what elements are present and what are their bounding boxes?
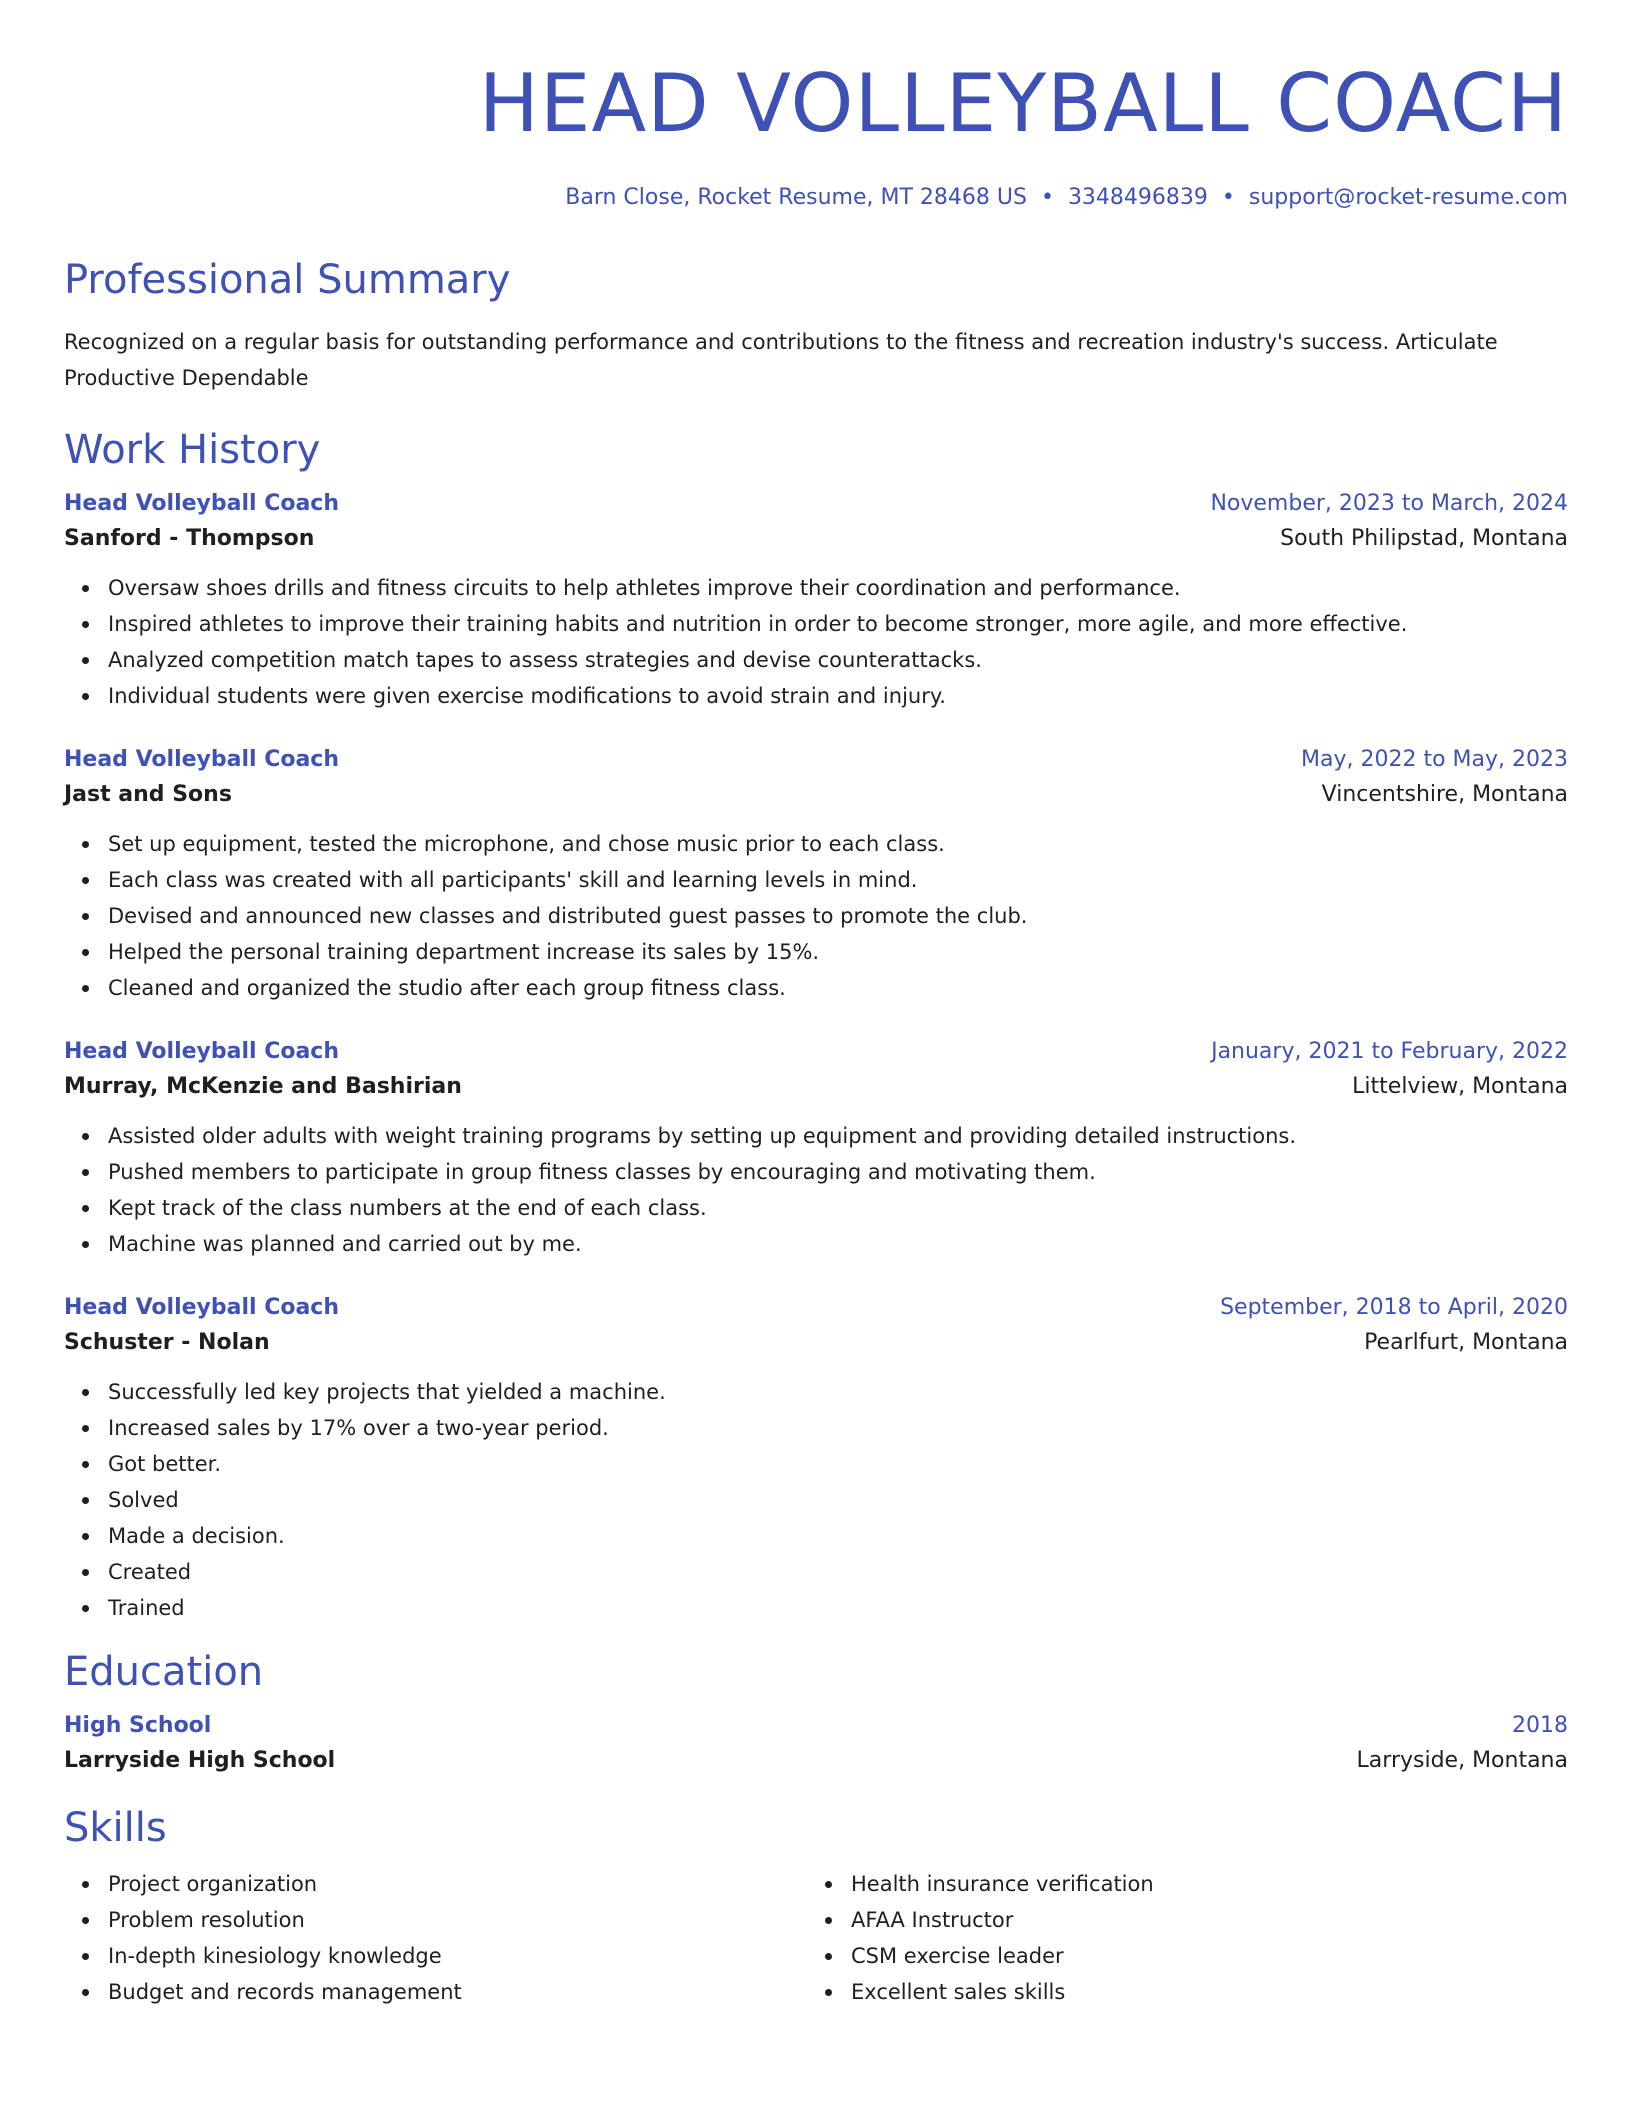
skill-item: Project organization — [108, 1866, 807, 1902]
list-item: Kept track of the class numbers at the end of each class. — [108, 1190, 1568, 1226]
job-bullets — [64, 1118, 1568, 1262]
job-company: Murray, McKenzie and Bashirian — [64, 1074, 462, 1099]
list-item: Assisted older adults with weight training programs by setting up equipment and providing detailed instructions. — [108, 1118, 1568, 1154]
section-title-skills: Skills — [64, 1805, 167, 1851]
section-title-education: Education — [64, 1649, 264, 1695]
job-header-row — [64, 1292, 1568, 1324]
job-title: Head Volleyball Coach — [64, 1039, 340, 1064]
job-location: Littelview, Montana — [1352, 1074, 1568, 1099]
job-entry — [64, 488, 1568, 714]
education-degree: High School — [64, 1713, 212, 1738]
resume-page — [64, 0, 1568, 2010]
job-title: Head Volleyball Coach — [64, 491, 340, 516]
skills-list-right — [807, 1866, 1550, 2010]
list-item: Increased sales by 17% over a two-year period. — [108, 1410, 1568, 1446]
contact-line — [64, 182, 1568, 214]
list-item: Created — [108, 1554, 1568, 1590]
list-item: Analyzed competition match tapes to assess strategies and devise counterattacks. — [108, 642, 1568, 678]
list-item: Oversaw shoes drills and fitness circuits to help athletes improve their coordination and performance. — [108, 570, 1568, 606]
education-school: Larryside High School — [64, 1748, 336, 1773]
job-header-row — [64, 744, 1568, 776]
list-item: Solved — [108, 1482, 1568, 1518]
skills-columns — [64, 1860, 1568, 2010]
job-dates: November, 2023 to March, 2024 — [1210, 491, 1568, 516]
list-item: Trained — [108, 1590, 1568, 1626]
list-item: Set up equipment, tested the microphone, and chose music prior to each class. — [108, 826, 1568, 862]
job-company: Jast and Sons — [64, 782, 232, 807]
education-header-row — [64, 1710, 1568, 1742]
skill-item: Excellent sales skills — [851, 1974, 1550, 2010]
contact-separator: • — [1040, 185, 1054, 210]
contact-phone: 3348496839 — [1067, 185, 1208, 210]
education-location: Larryside, Montana — [1356, 1748, 1568, 1773]
list-item: Devised and announced new classes and distributed guest passes to promote the club. — [108, 898, 1568, 934]
job-entry — [64, 1292, 1568, 1626]
list-item: Successfully led key projects that yielded a machine. — [108, 1374, 1568, 1410]
education-entry — [64, 1710, 1568, 1780]
job-dates: January, 2021 to February, 2022 — [1211, 1039, 1568, 1064]
section-title-work-history: Work History — [64, 427, 321, 473]
job-location: Vincentshire, Montana — [1321, 782, 1568, 807]
job-entry — [64, 1036, 1568, 1262]
list-item: Individual students were given exercise modifications to avoid strain and injury. — [108, 678, 1568, 714]
summary-text: Recognized on a regular basis for outstanding performance and contributions to the fitness and recreation industry's success. Articulate Productive Dependable — [64, 330, 1498, 390]
job-company-row — [64, 1324, 1568, 1362]
section-title-summary: Professional Summary — [64, 257, 511, 303]
list-item: Helped the personal training department increase its sales by 15%. — [108, 934, 1568, 970]
list-item: Made a decision. — [108, 1518, 1568, 1554]
job-company-row — [64, 1068, 1568, 1106]
job-header-row — [64, 1036, 1568, 1068]
job-header-row — [64, 488, 1568, 520]
skill-item: CSM exercise leader — [851, 1938, 1550, 1974]
job-company: Schuster - Nolan — [64, 1330, 270, 1355]
list-item: Got better. — [108, 1446, 1568, 1482]
contact-address: Barn Close, Rocket Resume, MT 28468 US — [565, 185, 1027, 210]
education-school-row — [64, 1742, 1568, 1780]
job-company: Sanford - Thompson — [64, 526, 315, 551]
job-bullets — [64, 1374, 1568, 1626]
skill-item: Problem resolution — [108, 1902, 807, 1938]
list-item: Each class was created with all participants' skill and learning levels in mind. — [108, 862, 1568, 898]
skill-item: Health insurance verification — [851, 1866, 1550, 1902]
job-title: Head Volleyball Coach — [64, 1295, 340, 1320]
list-item: Cleaned and organized the studio after each group fitness class. — [108, 970, 1568, 1006]
contact-email[interactable]: support@rocket-resume.com — [1248, 185, 1568, 210]
contact-separator: • — [1221, 185, 1235, 210]
skill-item: In-depth kinesiology knowledge — [108, 1938, 807, 1974]
skill-item: AFAA Instructor — [851, 1902, 1550, 1938]
list-item: Machine was planned and carried out by me. — [108, 1226, 1568, 1262]
skill-item: Budget and records management — [108, 1974, 807, 2010]
job-company-row — [64, 776, 1568, 814]
job-dates: May, 2022 to May, 2023 — [1301, 747, 1568, 772]
list-item: Inspired athletes to improve their training habits and nutrition in order to become stronger, more agile, and more effective. — [108, 606, 1568, 642]
job-dates: September, 2018 to April, 2020 — [1220, 1295, 1568, 1320]
skills-list-left — [64, 1866, 807, 2010]
job-location: Pearlfurt, Montana — [1364, 1330, 1568, 1355]
job-bullets — [64, 570, 1568, 714]
job-company-row — [64, 520, 1568, 558]
list-item: Pushed members to participate in group fitness classes by encouraging and motivating them. — [108, 1154, 1568, 1190]
job-entry — [64, 744, 1568, 1006]
job-bullets — [64, 826, 1568, 1006]
job-title: Head Volleyball Coach — [64, 747, 340, 772]
resume-name: HEAD VOLLEYBALL COACH — [478, 57, 1568, 150]
education-year: 2018 — [1512, 1713, 1568, 1738]
job-location: South Philipstad, Montana — [1280, 526, 1568, 551]
